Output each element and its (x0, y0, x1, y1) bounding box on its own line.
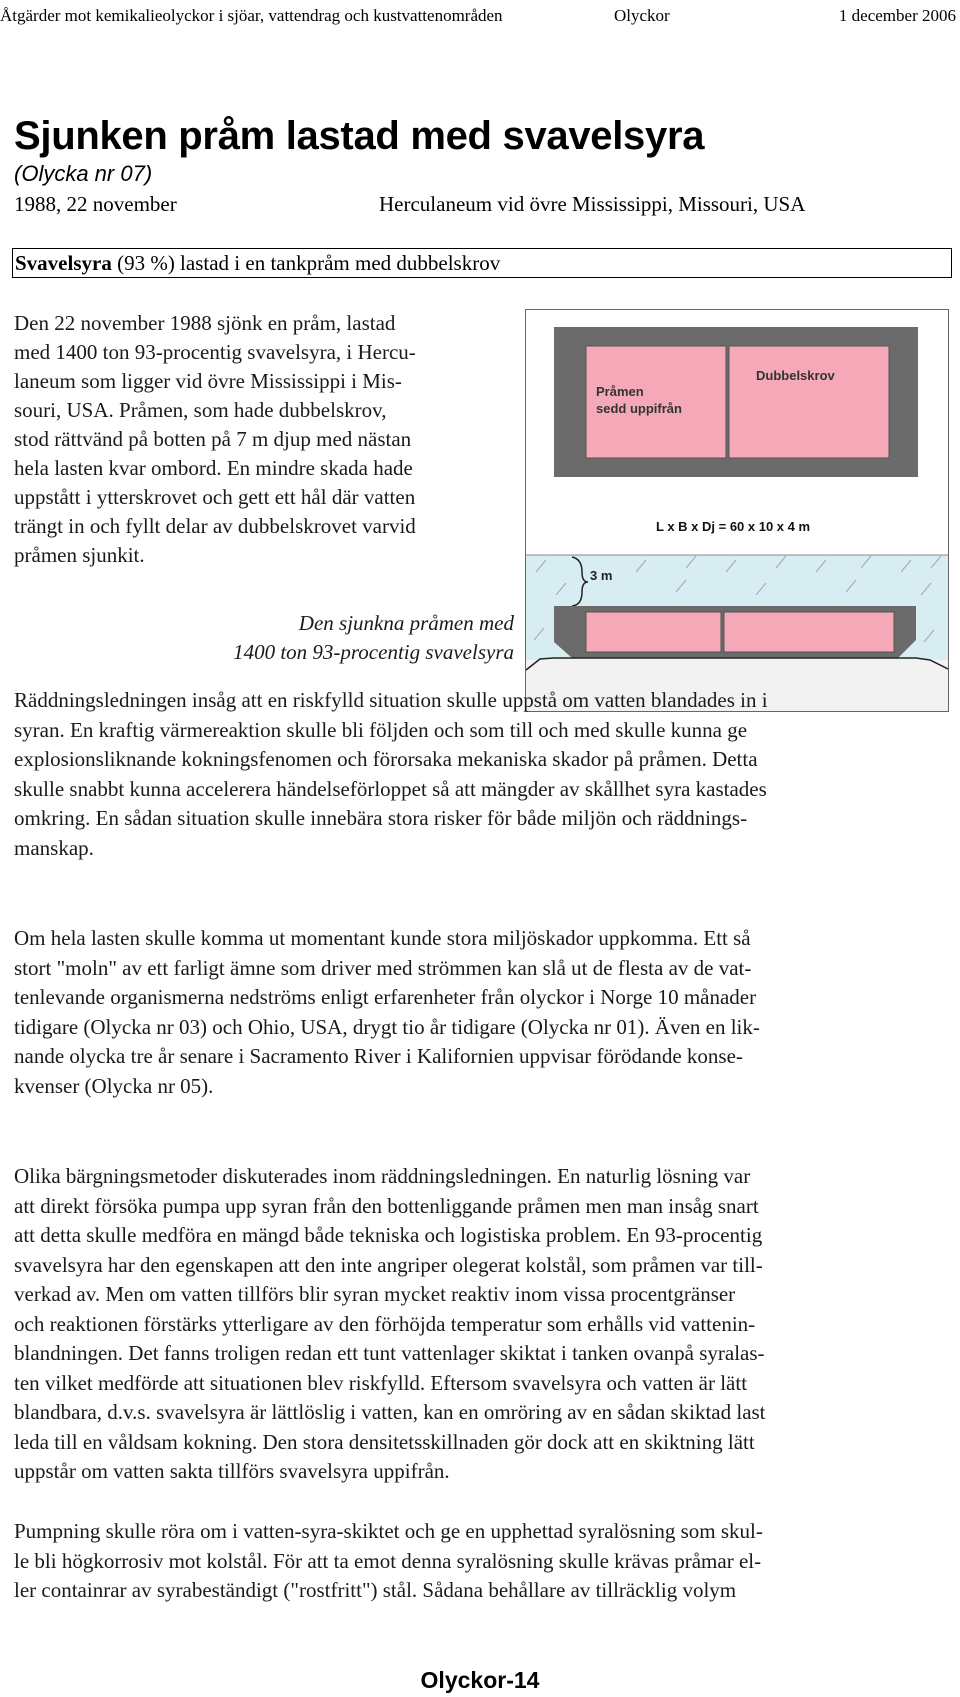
text-line: Pumpning skulle röra om i vatten-syra-skiktet och ge en upphettad syralösning som skul- (14, 1519, 763, 1543)
text-line: le bli högkorrosiv mot kolstål. För att ta emot denna syralösning skulle krävas pråmar el- (14, 1548, 762, 1573)
cargo-side-left (586, 612, 721, 652)
paragraph-salvage-methods (14, 1162, 954, 1487)
page-title: Sjunken pråm lastad med svavelsyra (14, 114, 705, 158)
text-line: kvenser (Olycka nr 05). (14, 1073, 214, 1098)
text-line: verkad av. Men om vatten tillförs blir syran mycket reaktiv inom vissa procentgränser (14, 1282, 736, 1306)
label-double-hull: Dubbelskrov (756, 368, 835, 383)
caption-line: 1400 ton 93-procentig svavelsyra (233, 640, 514, 664)
text-line: ler containrar av syrabeständigt ("rostfritt") stål. Sådana behållare av tillräcklig volym (14, 1578, 737, 1602)
text-line: Om hela lasten skulle komma ut momentant kunde stora miljöskador uppkomma. Ett så (14, 926, 751, 950)
text-line: manskap. (14, 835, 94, 860)
text-line: Olika bärgningsmetoder diskuterades inom räddningsledningen. En naturlig lösning var (14, 1164, 751, 1188)
header-date: 1 december 2006 (838, 6, 956, 25)
paragraph-rescue-risk (14, 686, 954, 863)
lead-line: laneum som ligger vid övre Mississippi i Mis- (14, 369, 402, 393)
figure-caption (14, 609, 514, 667)
text-line: att direkt försöka pumpa upp syran från den bottenliggande pråmen men man insåg snart (14, 1193, 759, 1218)
lead-line: med 1400 ton 93-procentig svavelsyra, i Hercu- (14, 340, 416, 364)
text-line: svavelsyra har den egenskapen att den inte angriper olegerat kolstål, som pråmen var till- (14, 1252, 763, 1277)
text-line: ten vilket medförde att situationen blev riskfylld. Eftersom svavelsyra och vatten är lätt (14, 1370, 748, 1395)
cargo-side-right (724, 612, 894, 652)
text-line: syran. En kraftig värmereaktion skulle bli följden och som till och med skulle kunna ge (14, 717, 748, 742)
text-line: blandningen. Det fanns troligen redan ett tunt vattenlager skiktat i tanken ovanpå syralas- (14, 1341, 765, 1365)
text-line: att detta skulle medföra en mängd både tekniska och logistiska problem. En 93-procentig (14, 1223, 763, 1247)
text-line: blandbara, d.v.s. svavelsyra är lättlöslig i vatten, kan en omröring av en sådan skiktad last (14, 1400, 766, 1424)
barge-diagram (525, 309, 949, 712)
label-top-view-2: sedd uppifrån (596, 401, 682, 416)
cargo-tank-right (729, 346, 889, 458)
label-dimensions: L x B x Dj = 60 x 10 x 4 m (656, 519, 811, 534)
lead-line: hela lasten kvar ombord. En mindre skada hade (14, 456, 413, 480)
text-line: nande olycka tre år senare i Sacramento River i Kalifornien uppvisar förödande konse- (14, 1044, 743, 1068)
running-header (0, 4, 960, 28)
header-section: Olyckor (614, 6, 670, 25)
lead-line: Den 22 november 1988 sjönk en pråm, lastad (14, 311, 396, 335)
paragraph-pumping (14, 1517, 954, 1606)
chemical-name: Svavelsyra (15, 251, 112, 275)
lead-line: trängt in och fyllt delar av dubbelskrovet varvid (14, 514, 416, 538)
text-line: skulle snabbt kunna accelerera händelseförloppet så att mängder av skållhet syra kastades (14, 776, 767, 801)
paragraph-environmental-damage (14, 924, 954, 1101)
text-line: tenlevande organismerna nedströms enligt erfarenheter från olyckor i Norge 10 månader (14, 985, 757, 1009)
lead-line: souri, USA. Pråmen, som hade dubbelskrov, (14, 398, 387, 422)
lead-line: pråmen sjunkit. (14, 543, 145, 567)
lead-paragraph (14, 309, 514, 570)
chemical-box (12, 248, 952, 278)
page-footer: Olyckor-14 (420, 1667, 540, 1693)
accident-location: Herculaneum vid övre Mississippi, Missouri, USA (379, 192, 806, 216)
text-line: leda till en våldsam kokning. Den stora densitetsskillnaden gör dock att en skiktning lätt (14, 1429, 755, 1454)
barge-diagram-svg (526, 310, 948, 711)
lead-line: stod rättvänd på botten på 7 m djup med nästan (14, 427, 412, 451)
text-line: explosionsliknande kokningsfenomen och förorsaka mekaniska skador på pråmen. Detta (14, 747, 758, 771)
header-document-title: Åtgärder mot kemikalieolyckor i sjöar, vattendrag och kustvattenområden (0, 6, 503, 25)
label-top-view-1: Pråmen (596, 384, 644, 399)
accident-date: 1988, 22 november (14, 192, 177, 216)
caption-line: Den sjunkna pråmen med (298, 611, 514, 635)
label-depth: 3 m (590, 568, 613, 583)
text-line: uppstår om vatten sakta tillförs svavelsyra uppifrån. (14, 1459, 450, 1483)
text-line: tidigare (Olycka nr 03) och Ohio, USA, drygt tio år tidigare (Olycka nr 01). Även en lik- (14, 1014, 760, 1039)
text-line: omkring. En sådan situation skulle innebära stora risker för både miljön och räddnings- (14, 806, 748, 830)
chemical-description: (93 %) lastad i en tankpråm med dubbelskrov (111, 251, 501, 275)
text-line: stort "moln" av ett farligt ämne som driver med strömmen kan slå ut de flesta av de vat- (14, 955, 752, 980)
text-line: Räddningsledningen insåg att en riskfylld situation skulle uppstå om vatten blandades in i (14, 688, 768, 712)
text-line: och reaktionen förstärks ytterligare av den förhöjda temperatur som erhålls vid vattenin- (14, 1311, 756, 1336)
accident-number: (Olycka nr 07) (14, 161, 153, 186)
lead-line: uppstått i ytterskrovet och gett ett hål där vatten (14, 485, 416, 509)
